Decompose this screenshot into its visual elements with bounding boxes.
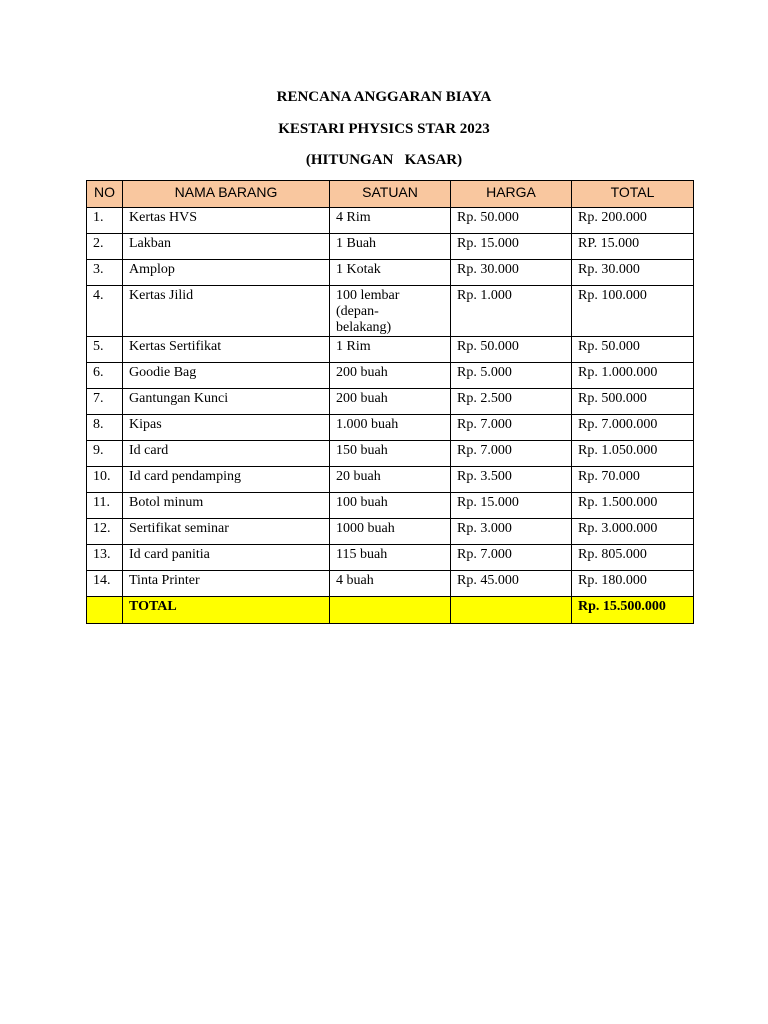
cell-no: 4.	[87, 286, 123, 337]
total-row-price	[451, 597, 572, 624]
cell-price: Rp. 50.000	[451, 208, 572, 234]
cell-unit: 1 Buah	[330, 234, 451, 260]
cell-item-name: Id card	[123, 441, 330, 467]
cell-price: Rp. 15.000	[451, 234, 572, 260]
cell-item-name: Goodie Bag	[123, 363, 330, 389]
cell-item-name: Kipas	[123, 415, 330, 441]
cell-item-name: Tinta Printer	[123, 571, 330, 597]
cell-total: Rp. 200.000	[572, 208, 694, 234]
cell-price: Rp. 1.000	[451, 286, 572, 337]
table-row	[87, 260, 694, 286]
cell-total: Rp. 805.000	[572, 545, 694, 571]
budget-table	[86, 180, 694, 624]
header-price: HARGA	[451, 181, 572, 208]
cell-no: 1.	[87, 208, 123, 234]
cell-total: Rp. 100.000	[572, 286, 694, 337]
cell-price: Rp. 7.000	[451, 441, 572, 467]
cell-price: Rp. 45.000	[451, 571, 572, 597]
cell-total: Rp. 7.000.000	[572, 415, 694, 441]
cell-item-name: Gantungan Kunci	[123, 389, 330, 415]
table-row	[87, 208, 694, 234]
cell-total: Rp. 70.000	[572, 467, 694, 493]
cell-price: Rp. 15.000	[451, 493, 572, 519]
cell-unit: 200 buah	[330, 389, 451, 415]
table-row	[87, 363, 694, 389]
cell-item-name: Lakban	[123, 234, 330, 260]
document-title: RENCANA ANGGARAN BIAYA	[276, 89, 492, 105]
cell-price: Rp. 3.000	[451, 519, 572, 545]
table-row	[87, 415, 694, 441]
cell-no: 9.	[87, 441, 123, 467]
header-no: NO	[87, 181, 123, 208]
table-row	[87, 493, 694, 519]
cell-total: Rp. 50.000	[572, 337, 694, 363]
table-row	[87, 337, 694, 363]
cell-item-name: Kertas Sertifikat	[123, 337, 330, 363]
cell-no: 11.	[87, 493, 123, 519]
header-unit: SATUAN	[330, 181, 451, 208]
cell-unit: 1 Rim	[330, 337, 451, 363]
cell-item-name: Id card pendamping	[123, 467, 330, 493]
cell-price: Rp. 2.500	[451, 389, 572, 415]
cell-no: 2.	[87, 234, 123, 260]
document-note: (HITUNGAN KASAR)	[305, 152, 463, 168]
cell-item-name: Botol minum	[123, 493, 330, 519]
table-header-row	[87, 181, 694, 208]
cell-unit: 4 Rim	[330, 208, 451, 234]
cell-total: Rp. 30.000	[572, 260, 694, 286]
cell-unit: 1000 buah	[330, 519, 451, 545]
cell-no: 3.	[87, 260, 123, 286]
cell-price: Rp. 7.000	[451, 545, 572, 571]
total-row-unit	[330, 597, 451, 624]
cell-unit: 1 Kotak	[330, 260, 451, 286]
cell-unit: 100 buah	[330, 493, 451, 519]
table-row	[87, 286, 694, 337]
cell-total: Rp. 1.500.000	[572, 493, 694, 519]
cell-price: Rp. 5.000	[451, 363, 572, 389]
table-row	[87, 545, 694, 571]
cell-total: Rp. 500.000	[572, 389, 694, 415]
cell-price: Rp. 30.000	[451, 260, 572, 286]
cell-price: Rp. 7.000	[451, 415, 572, 441]
cell-no: 12.	[87, 519, 123, 545]
cell-total: Rp. 180.000	[572, 571, 694, 597]
cell-total: RP. 15.000	[572, 234, 694, 260]
header-total: TOTAL	[572, 181, 694, 208]
header-name: NAMA BARANG	[123, 181, 330, 208]
cell-no: 14.	[87, 571, 123, 597]
table-row	[87, 234, 694, 260]
cell-unit: 4 buah	[330, 571, 451, 597]
cell-unit: 150 buah	[330, 441, 451, 467]
cell-item-name: Id card panitia	[123, 545, 330, 571]
grand-total: Rp. 15.500.000	[572, 597, 694, 624]
table-row	[87, 571, 694, 597]
cell-item-name: Kertas HVS	[123, 208, 330, 234]
cell-price: Rp. 50.000	[451, 337, 572, 363]
total-row	[87, 597, 694, 624]
cell-item-name: Amplop	[123, 260, 330, 286]
cell-no: 7.	[87, 389, 123, 415]
cell-no: 6.	[87, 363, 123, 389]
cell-item-name: Kertas Jilid	[123, 286, 330, 337]
table-row	[87, 389, 694, 415]
document-subtitle: KESTARI PHYSICS STAR 2023	[278, 121, 490, 137]
cell-total: Rp. 1.000.000	[572, 363, 694, 389]
cell-unit: 115 buah	[330, 545, 451, 571]
cell-unit: 100 lembar (depan- belakang)	[330, 286, 451, 337]
cell-item-name: Sertifikat seminar	[123, 519, 330, 545]
cell-unit: 200 buah	[330, 363, 451, 389]
table-row	[87, 467, 694, 493]
cell-no: 8.	[87, 415, 123, 441]
cell-total: Rp. 3.000.000	[572, 519, 694, 545]
cell-unit: 20 buah	[330, 467, 451, 493]
table-row	[87, 519, 694, 545]
cell-total: Rp. 1.050.000	[572, 441, 694, 467]
cell-no: 5.	[87, 337, 123, 363]
table-row	[87, 441, 694, 467]
cell-no: 10.	[87, 467, 123, 493]
total-row-no	[87, 597, 123, 624]
total-label: TOTAL	[123, 597, 330, 624]
cell-price: Rp. 3.500	[451, 467, 572, 493]
cell-unit: 1.000 buah	[330, 415, 451, 441]
cell-no: 13.	[87, 545, 123, 571]
